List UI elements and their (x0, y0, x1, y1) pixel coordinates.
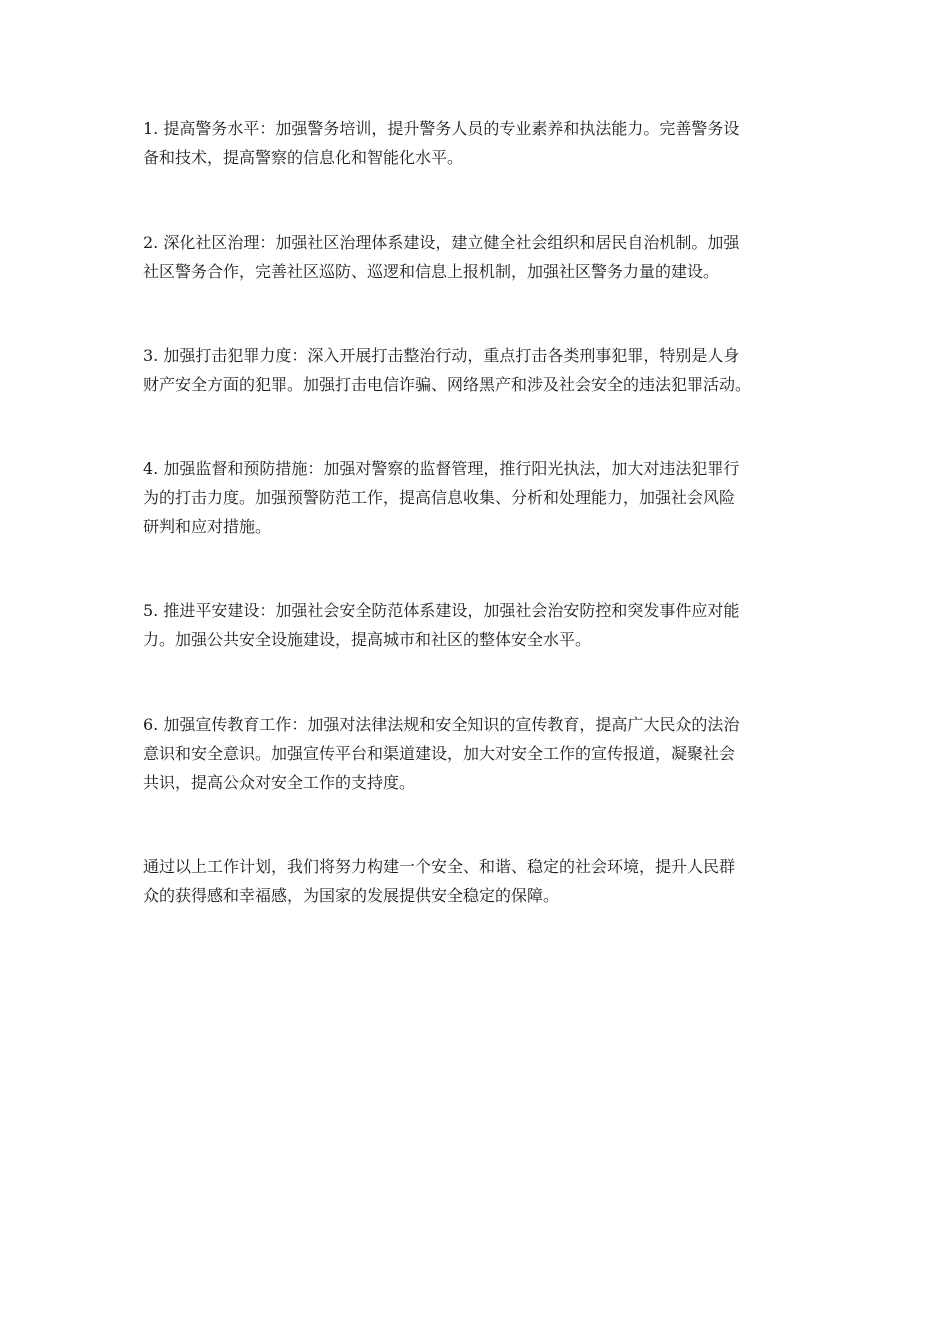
paragraph-line: 2. 深化社区治理：加强社区治理体系建设，建立健全社会组织和居民自治机制。加强 (143, 233, 740, 252)
paragraph-line: 众的获得感和幸福感，为国家的发展提供安全稳定的保障。 (143, 886, 560, 905)
paragraph-line: 3. 加强打击犯罪力度：深入开展打击整治行动，重点打击各类刑事犯罪，特别是人身 (143, 346, 740, 365)
paragraph-line: 为的打击力度。加强预警防范工作，提高信息收集、分析和处理能力，加强社会风险 (143, 488, 736, 507)
paragraph-line: 通过以上工作计划，我们将努力构建一个安全、和谐、稳定的社会环境，提升人民群 (143, 857, 736, 876)
paragraph-line: 社区警务合作，完善社区巡防、巡逻和信息上报机制，加强社区警务力量的建设。 (143, 262, 720, 281)
paragraph-line: 6. 加强宣传教育工作：加强对法律法规和安全知识的宣传教育，提高广大民众的法治 (143, 715, 740, 734)
paragraph-community-governance (143, 228, 739, 286)
paragraph-supervision-prevention (143, 454, 739, 541)
paragraph-line: 5. 推进平安建设：加强社会安全防范体系建设，加强社会治安防控和突发事件应对能 (143, 601, 740, 620)
paragraph-crime-crackdown (143, 341, 751, 399)
paragraph-publicity-education (143, 710, 739, 797)
paragraph-line: 1. 提高警务水平：加强警务培训，提升警务人员的专业素养和执法能力。完善警务设 (143, 119, 740, 138)
paragraph-safety-construction (143, 596, 739, 654)
paragraph-line: 力。加强公共安全设施建设，提高城市和社区的整体安全水平。 (143, 630, 592, 649)
paragraph-line: 研判和应对措施。 (143, 517, 272, 536)
paragraph-line: 4. 加强监督和预防措施：加强对警察的监督管理，推行阳光执法，加大对违法犯罪行 (143, 459, 740, 478)
paragraph-conclusion (143, 852, 735, 910)
paragraph-line: 备和技术，提高警察的信息化和智能化水平。 (143, 148, 464, 167)
paragraph-police-level (143, 114, 739, 172)
paragraph-line: 财产安全方面的犯罪。加强打击电信诈骗、网络黑产和涉及社会安全的违法犯罪活动。 (143, 375, 752, 394)
paragraph-line: 共识，提高公众对安全工作的支持度。 (143, 773, 416, 792)
paragraph-line: 意识和安全意识。加强宣传平台和渠道建设，加大对安全工作的宣传报道，凝聚社会 (143, 744, 736, 763)
